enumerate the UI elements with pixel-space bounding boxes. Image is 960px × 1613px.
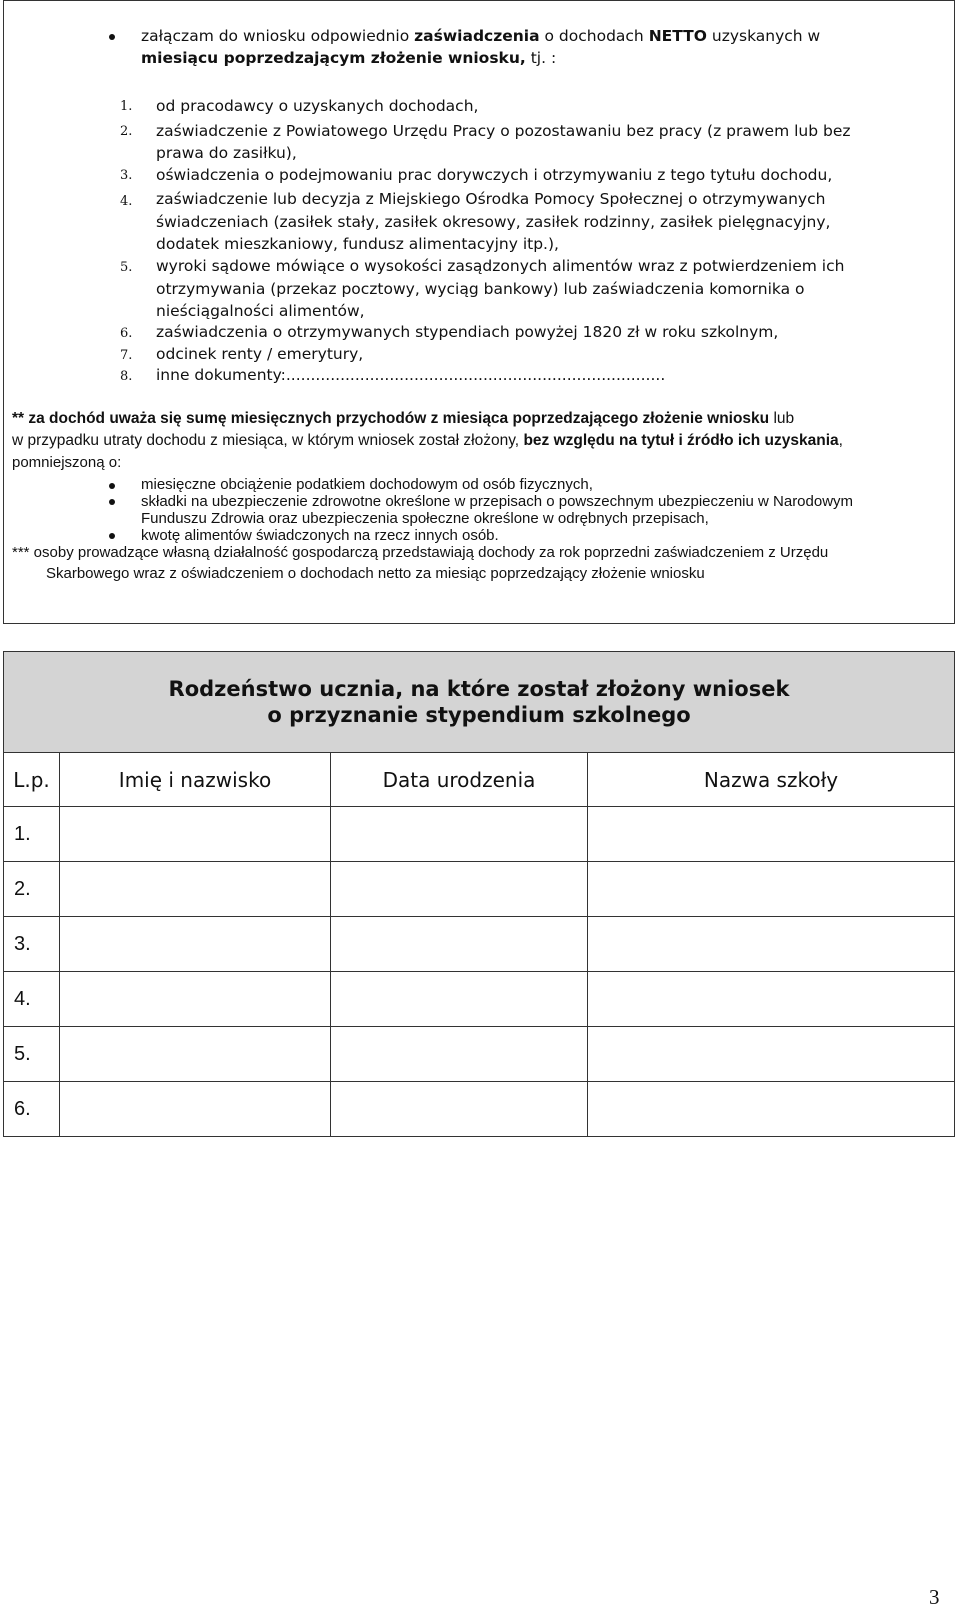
school-cell-5[interactable] (588, 1027, 955, 1082)
siblings-title-line-2: o przyznanie stypendium szkolnego (267, 703, 691, 727)
deduction-2-line-2: Funduszu Zdrowia oraz ubezpieczenia społeczne określone w odrębnych przepisach, (141, 510, 709, 527)
intro-mid: o dochodach (539, 27, 649, 45)
footnote-business-line-2: Skarbowego wraz z oświadczeniem o dochodach netto za miesiąc poprzedzający złożenie wniosku (46, 565, 705, 582)
school-cell-4[interactable] (588, 972, 955, 1027)
footnote-income-bold: ** za dochód uważa się sumę miesięcznych przychodów z miesiąca poprzedzającego złożenie wniosku (12, 410, 770, 427)
siblings-title-line-1: Rodzeństwo ucznia, na które został złożony wniosek (168, 677, 790, 701)
doc-num-2: 2. (120, 124, 133, 139)
row-number-3: 3. (4, 917, 60, 972)
row-number-4: 4. (4, 972, 60, 1027)
birthdate-cell-3[interactable] (331, 917, 588, 972)
intro-suffix: uzyskanych w (706, 27, 821, 45)
siblings-table-header (4, 652, 955, 753)
doc-2-line-2: prawa do zasiłku), (156, 144, 297, 162)
school-cell-3[interactable] (588, 917, 955, 972)
table-row (4, 807, 955, 862)
doc-4-line-3: dodatek mieszkaniowy, fundusz alimentacyjny itp.), (156, 235, 559, 253)
name-cell-1[interactable] (60, 807, 331, 862)
doc-5-line-2: otrzymywania (przekaz pocztowy, wyciąg bankowy) lub zaświadczenia komornika o (156, 280, 805, 298)
deduction-bullet-1 (109, 483, 115, 489)
doc-5-line-3: nieściągalności alimentów, (156, 302, 365, 320)
doc-8-line-1: inne dokumenty:............................................................................. (156, 366, 666, 384)
doc-1-line-1: od pracodawcy o uzyskanych dochodach, (156, 97, 479, 115)
doc-5-line-1: wyroki sądowe mówiące o wysokości zasądzonych alimentów wraz z potwierdzeniem ich (156, 257, 845, 275)
school-cell-2[interactable] (588, 862, 955, 917)
table-row (4, 917, 955, 972)
table-row (4, 972, 955, 1027)
name-cell-3[interactable] (60, 917, 331, 972)
school-cell-6[interactable] (588, 1082, 955, 1137)
doc-num-8: 8. (120, 369, 133, 384)
row-number-1: 1. (4, 807, 60, 862)
doc-num-7: 7. (120, 348, 133, 363)
deduction-bullet-2 (109, 499, 115, 505)
doc-num-5: 5. (120, 260, 133, 275)
name-cell-2[interactable] (60, 862, 331, 917)
deduction-2-line-1: składki na ubezpieczenie zdrowotne określone w przepisach o powszechnym ubezpieczeniu w Narodowym (141, 493, 854, 510)
row-number-6: 6. (4, 1082, 60, 1137)
doc-num-4: 4. (120, 194, 133, 209)
col-header-name: Imię i nazwisko (60, 753, 331, 807)
table-row (4, 1027, 955, 1082)
footnote-business-line-1: *** osoby prowadzące własną działalność gospodarczą przedstawiają dochody za rok poprzedni zaświadczeniem z Urzędu (12, 544, 829, 561)
footnote-income-rest: lub (769, 410, 795, 427)
birthdate-cell-6[interactable] (331, 1082, 588, 1137)
birthdate-cell-2[interactable] (331, 862, 588, 917)
doc-7-line-1: odcinek renty / emerytury, (156, 345, 364, 363)
intro-line2-bold: miesiącu poprzedzającym złożenie wniosku, (141, 49, 526, 67)
doc-3-line-1: oświadczenia o podejmowaniu prac dorywczych i otrzymywaniu z tego tytułu dochodu, (156, 166, 833, 184)
doc-num-3: 3. (120, 168, 133, 183)
doc-2-line-1: zaświadczenie z Powiatowego Urzędu Pracy o pozostawaniu bez pracy (z prawem lub bez (156, 122, 851, 140)
name-cell-5[interactable] (60, 1027, 331, 1082)
footnote-income-line-3: pomniejszoną o: (12, 454, 122, 471)
doc-num-1: 1. (120, 99, 133, 114)
page-number: 3 (929, 1585, 940, 1609)
col-header-lp: L.p. (4, 753, 60, 807)
doc-num-6: 6. (120, 326, 133, 341)
intro-line-1 (141, 24, 820, 48)
birthdate-cell-1[interactable] (331, 807, 588, 862)
footnote-income-line2-text: w przypadku utraty dochodu z miesiąca, w którym wniosek został złożony, (12, 432, 524, 449)
birthdate-cell-5[interactable] (331, 1027, 588, 1082)
school-cell-1[interactable] (588, 807, 955, 862)
col-header-school: Nazwa szkoły (588, 753, 955, 807)
intro-bold-netto: NETTO (648, 27, 707, 45)
intro-line2-rest: tj. : (525, 49, 557, 67)
deduction-bullet-3 (109, 533, 115, 539)
birthdate-cell-4[interactable] (331, 972, 588, 1027)
doc-4-line-1: zaświadczenie lub decyzja z Miejskiego Ośrodka Pomocy Społecznej o otrzymywanych (156, 190, 826, 208)
deduction-3-line-1: kwotę alimentów świadczonych na rzecz innych osób. (141, 527, 499, 544)
doc-4-line-2: świadczeniach (zasiłek stały, zasiłek okresowy, zasiłek rodzinny, zasiłek pielęgnacyjny, (156, 213, 831, 231)
footnote-income-line-1 (12, 407, 794, 431)
doc-6-line-1: zaświadczenia o otrzymywanych stypendiach powyżej 1820 zł w roku szkolnym, (156, 323, 779, 341)
row-number-5: 5. (4, 1027, 60, 1082)
table-row (4, 1082, 955, 1137)
footnote-income-line-2 (12, 429, 843, 453)
siblings-table (3, 651, 955, 1137)
table-row (4, 862, 955, 917)
intro-line-2 (141, 46, 556, 70)
intro-bullet (109, 34, 115, 40)
footnote-income-line2-end: , (838, 432, 843, 449)
name-cell-6[interactable] (60, 1082, 331, 1137)
footnote-income-line2-bold: bez względu na tytuł i źródło ich uzyskania (523, 432, 839, 449)
col-header-birthdate: Data urodzenia (331, 753, 588, 807)
row-number-2: 2. (4, 862, 60, 917)
name-cell-4[interactable] (60, 972, 331, 1027)
intro-prefix: załączam do wniosku odpowiednio (141, 27, 415, 45)
deduction-1-line-1: miesięczne obciążenie podatkiem dochodowym od osób fizycznych, (141, 476, 593, 493)
intro-bold-certificates: zaświadczenia (414, 27, 540, 45)
